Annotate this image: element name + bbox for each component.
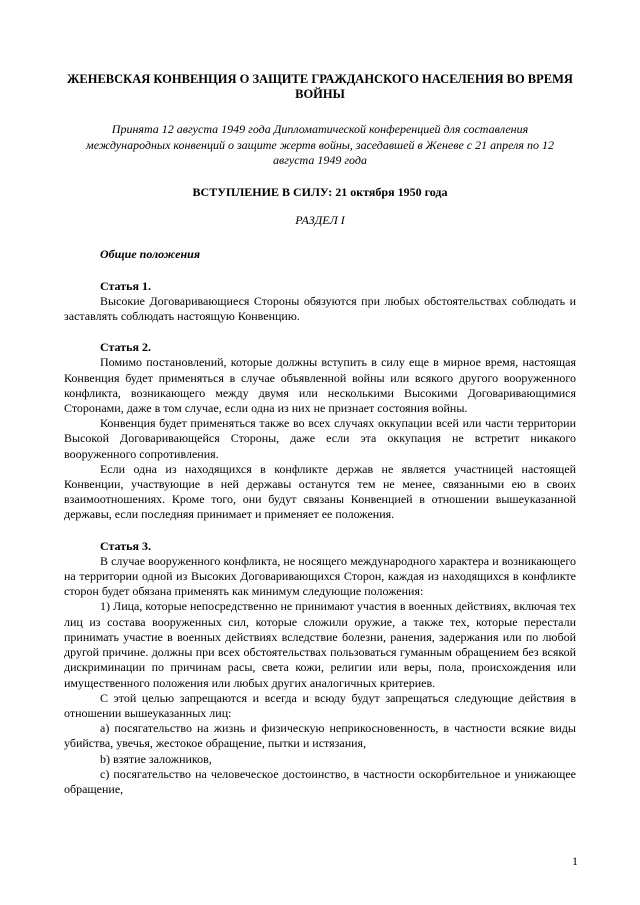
article-1-paragraph: Высокие Договаривающиеся Стороны обязуются при любых обстоятельствах соблюдать и заставлять соблюдать настоящую Конвенцию.	[64, 293, 576, 324]
page-number: 1	[572, 853, 578, 868]
article-2-paragraph: Конвенция будет применяться также во всех случаях оккупации всей или части территории Высокой Договаривающейся Стороны, даже если эта оккупация не встретит никакого вооруженного сопротивления.	[64, 416, 576, 461]
article-3-paragraph: В случае вооруженного конфликта, не носящего международного характера и возникающего на территории одной из Высоких Договаривающихся Сторон, каждая из находящихся в конфликте сторон будет обязана применять как минимум следующие положения:	[64, 553, 576, 599]
article-2-paragraph: Помимо постановлений, которые должны вступить в силу еще в мирное время, настоящая Конвенция будет применяться в случае объявленной войны или всякого другого вооруженного конфликта, возникающего между двумя или несколькими Высокими Договаривающимися Сторонами, даже в том случае, если одна из них не признает состояния войны.	[64, 355, 576, 416]
article-3-paragraph: 1) Лица, которые непосредственно не принимают участия в военных действиях, включая тех лиц из состава вооруженных сил, которые сложили оружие, а также тех, которые перестали принимать участие в военных действиях вследствие болезни, ранения, задержания или по любой другой причине. должны при всех обстоятельствах пользоваться гуманным обращением без всякой дискриминации по причинам расы, света кожи, религии или веры, пола, происхождения или имущественного положения или любых других аналогичных критериев.	[64, 599, 576, 690]
section-subheading: Общие положения	[100, 247, 200, 262]
article-2-heading: Статья 2.	[100, 340, 151, 355]
article-3-list-item-a: а) посягательство на жизнь и физическую неприкосновенность, в частности всякие виды убийства, увечья, жестокое обращение, пытки и истязания,	[64, 721, 576, 751]
section-heading: РАЗДЕЛ I	[295, 213, 345, 228]
article-3-paragraph: С этой целью запрещаются и всегда и всюду будут запрещаться следующие действия в отношении вышеуказанных лиц:	[64, 690, 576, 720]
entry-into-force: ВСТУПЛЕНИЕ В СИЛУ: 21 октября 1950 года	[192, 185, 448, 200]
article-3-list-item-b: b) взятие заложников,	[100, 751, 212, 766]
adoption-note: Принята 12 августа 1949 года Дипломатической конференцией для составления международных конвенций о защите жертв войны, заседавшей в Женеве с 21 апреля по 12 августа 1949 года	[86, 122, 554, 167]
article-2-paragraph: Если одна из находящихся в конфликте держав не является участницей настоящей Конвенции, участвующие в ней державы останутся тем не менее, связанными ею в своих взаимоотношениях. Кроме того, они будут связаны Конвенцией в отношении вышеуказанной державы, если последняя принимает и применяет ее положения.	[64, 461, 576, 522]
article-1-heading: Статья 1.	[100, 278, 151, 293]
document-title: ЖЕНЕВСКАЯ КОНВЕНЦИЯ О ЗАЩИТЕ ГРАЖДАНСКОГО НАСЕЛЕНИЯ ВО ВРЕМЯ ВОЙНЫ	[67, 72, 573, 102]
article-3-list-item-c: с) посягательство на человеческое достоинство, в частности оскорбительное и унижающее обращение,	[64, 766, 576, 796]
article-3-heading: Статья 3.	[100, 538, 151, 553]
